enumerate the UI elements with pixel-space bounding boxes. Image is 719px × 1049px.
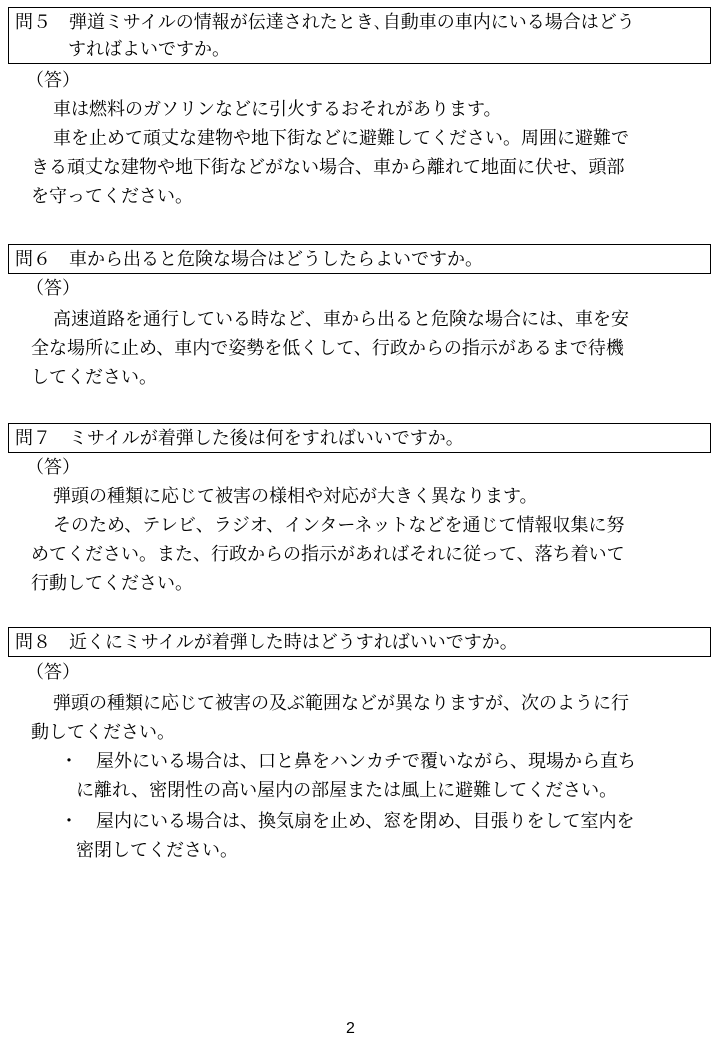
question-7-text: 問７ ミサイルが着弾した後は何をすればいいですか。 <box>15 428 464 449</box>
question-7-box <box>8 423 711 453</box>
bullet-mark: ・ <box>60 751 78 772</box>
answer-6-body <box>31 305 629 392</box>
question-5-text-continued: すればよいですか。 <box>68 39 230 60</box>
answer-6-label: （答） <box>26 278 80 299</box>
answer-5-label: （答） <box>26 70 80 91</box>
bullet-mark: ・ <box>60 811 78 832</box>
answer-6-line: 高速道路を通行している時など、車から出ると危険な場合には、車を安 <box>53 309 629 330</box>
answer-8-line: 弾頭の種類に応じて被害の及ぶ範囲などが異なりますが、次のように行 <box>53 693 629 714</box>
answer-8-body <box>31 689 629 747</box>
answer-7-line: そのため、テレビ、ラジオ、インターネットなどを通じて情報収集に努 <box>53 515 625 536</box>
answer-7-label: （答） <box>26 457 80 478</box>
answer-5-line: を守ってください。 <box>31 186 193 207</box>
question-5-box <box>8 7 711 64</box>
answer-5-body <box>31 95 629 211</box>
bullet-line: 屋外にいる場合は、口と鼻をハンカチで覆いながら、現場から直ち <box>96 751 636 772</box>
answer-5-line: きる頑丈な建物や地下街などがない場合、車から離れて地面に伏せ、頭部 <box>31 157 625 178</box>
question-6-box <box>8 244 711 274</box>
answer-7-line: 行動してください。 <box>31 573 193 594</box>
answer-6-line: 全な場所に止め、車内で姿勢を低くして、行政からの指示があるまで待機 <box>31 338 624 359</box>
bullet-line: に離れ、密閉性の高い屋内の部屋または風上に避難してください。 <box>76 780 618 801</box>
answer-8-bullet-outdoor <box>56 747 636 805</box>
page-number: 2 <box>346 1020 355 1037</box>
answer-5-line: 車を止めて頑丈な建物や地下街などに避難してください。周囲に避難で <box>53 128 629 149</box>
answer-8-label: （答） <box>26 662 80 683</box>
answer-7-line: めてください。また、行政からの指示があればそれに従って、落ち着いて <box>31 544 625 565</box>
answer-6-line: してください。 <box>31 367 157 388</box>
answer-8-bullet-indoor <box>56 807 635 865</box>
question-5-text: 問５ 弾道ミサイルの情報が伝達されたとき､自動車の車内にいる場合はどう <box>15 12 635 33</box>
question-6-text: 問６ 車から出ると危険な場合はどうしたらよいですか。 <box>15 249 483 270</box>
answer-5-line: 車は燃料のガソリンなどに引火するおそれがあります。 <box>53 99 502 120</box>
bullet-line: 密閉してください。 <box>76 840 238 861</box>
bullet-line: 屋内にいる場合は、換気扇を止め、窓を閉め、目張りをして室内を <box>96 811 635 832</box>
answer-7-body <box>31 482 625 598</box>
question-8-text: 問８ 近くにミサイルが着弾した時はどうすればいいですか。 <box>15 632 518 653</box>
answer-7-line: 弾頭の種類に応じて被害の様相や対応が大きく異なります。 <box>53 486 538 507</box>
question-8-box <box>8 627 711 657</box>
answer-8-line: 動してください。 <box>31 722 175 743</box>
